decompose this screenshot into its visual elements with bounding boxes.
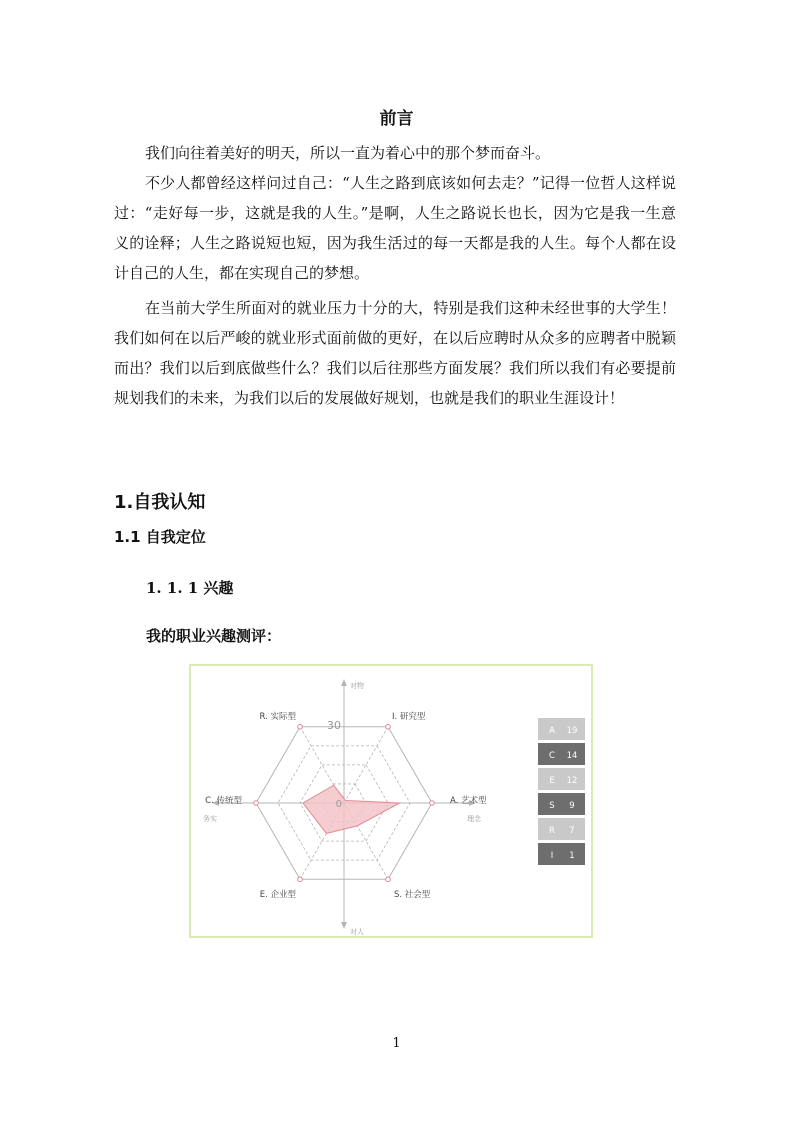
page-title: 前言 [379, 109, 414, 129]
legend-letter: A [549, 726, 555, 736]
interest-radar-chart [189, 664, 593, 938]
legend-box [538, 768, 585, 790]
legend-box [538, 743, 585, 765]
vertex-dot-4 [254, 801, 259, 806]
direction-label-top: 对物 [350, 682, 364, 690]
legend-letter: C [549, 751, 555, 761]
axis-label: C. 传统型 [205, 796, 242, 806]
legend-letter: E [549, 776, 555, 786]
legend-value: 9 [569, 801, 575, 811]
legend-box [538, 843, 585, 865]
axis-label: A. 艺术型 [450, 796, 487, 806]
direction-label-bottom: 对人 [350, 928, 364, 936]
legend-value: 12 [566, 776, 578, 786]
vertex-dot-0 [386, 724, 391, 729]
direction-label-left: 务实 [203, 815, 217, 823]
axis-label: S. 社会型 [394, 890, 431, 901]
legend-letter: I [550, 851, 554, 861]
axis-label: R. 实际型 [259, 711, 296, 722]
section-heading: 1.自我认知 [114, 492, 206, 513]
legend-box [538, 818, 585, 840]
legend-letter: R [549, 826, 555, 836]
paragraph-1: 我们向往着美好的明天，所以一直为着心中的那个梦而奋斗。 [145, 144, 551, 162]
scale-min-label: 0 [335, 799, 342, 810]
data-polygon [303, 785, 400, 833]
subsubsection-heading: 1. 1. 1 兴趣 [146, 579, 234, 597]
legend-value: 7 [569, 826, 575, 836]
direction-label-right: 理念 [467, 815, 481, 823]
legend-letter: S [549, 801, 555, 811]
arrow-top [341, 679, 347, 686]
legend-value: 14 [566, 751, 578, 761]
vertex-dot-5 [298, 724, 303, 729]
legend-box [538, 718, 585, 740]
legend-box [538, 793, 585, 815]
axis-label: E. 企业型 [259, 890, 296, 901]
radar-chart-svg [191, 666, 591, 936]
legend-value: 1 [569, 851, 575, 861]
arrow-bottom [341, 922, 347, 929]
subsection-heading: 1.1 自我定位 [114, 528, 206, 546]
assessment-label: 我的职业兴趣测评： [146, 627, 282, 645]
axis-label: I. 研究型 [392, 711, 426, 722]
paragraph-3: 在当前大学生所面对的就业压力十分的大，特别是我们这种未经世事的大学生！我们如何在以后严峻的就业形式面前做的更好，在以后应聘时从众多的应聘者中脱颖而出？我们以后到底做些什么？我们以后往那些方面发展？我们所以我们有必要提前规划我们的未来，为我们以后的发展做好规划，也就是我们的职业生涯设计！ [114, 299, 676, 407]
legend-value: 19 [566, 726, 578, 736]
scale-max-label: 30 [327, 719, 341, 732]
page-number: 1 [392, 1036, 401, 1051]
vertex-dot-2 [386, 877, 391, 882]
vertex-dot-1 [430, 801, 435, 806]
paragraph-2: 不少人都曾经这样问过自己：“人生之路到底该如何去走？”记得一位哲人这样说过：“走好每一步，这就是我的人生。”是啊，人生之路说长也长，因为它是我一生意义的诠释；人生之路说短也短，因为我生活过的每一天都是我的人生。每个人都在设计自己的人生，都在实现自己的梦想。 [114, 174, 676, 282]
vertex-dot-3 [298, 877, 303, 882]
